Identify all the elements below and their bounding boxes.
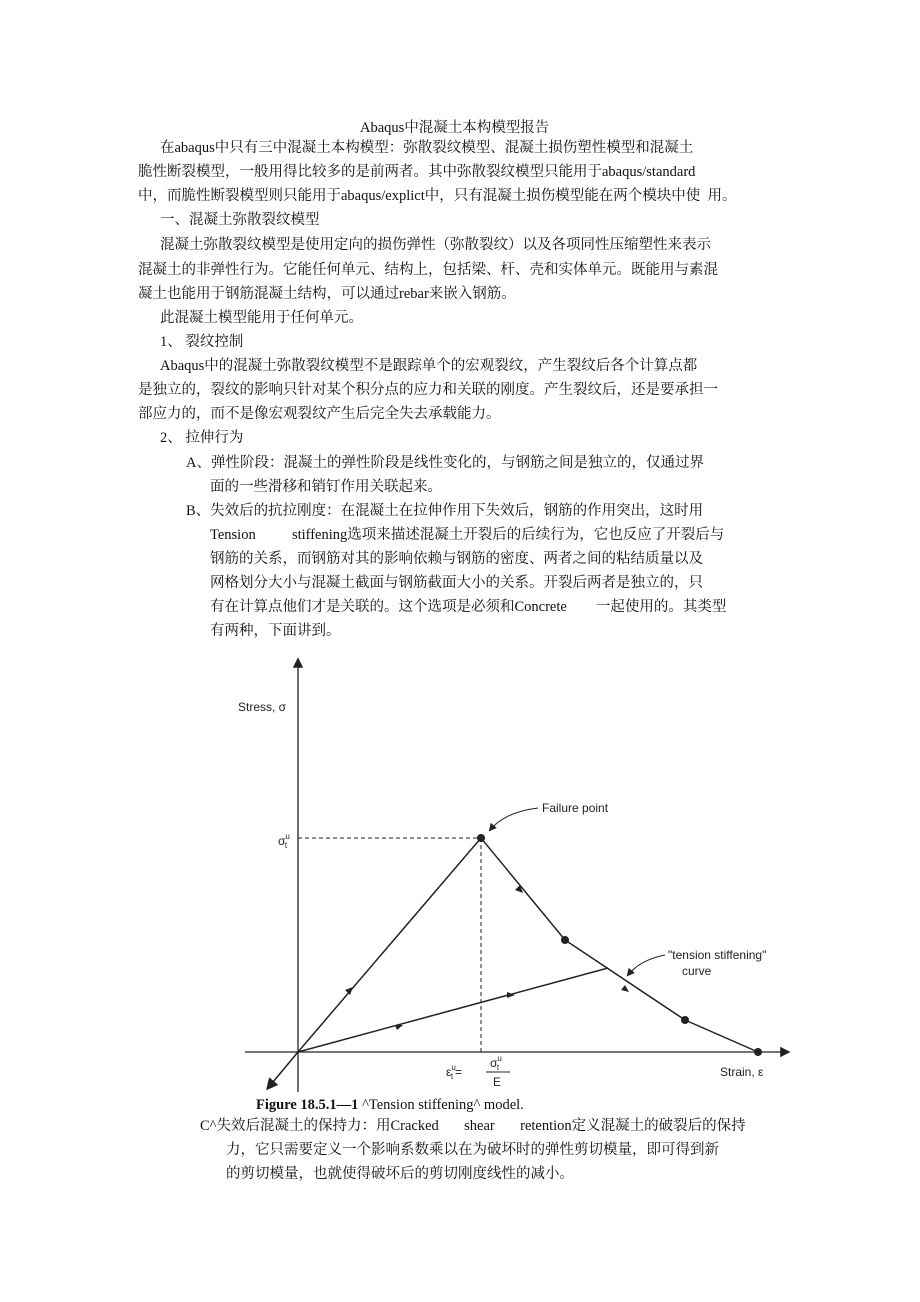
paragraph-line: 混凝土的非弹性行为。它能任何单元、结构上，包括梁、杆、壳和实体单元。既能用与素混 — [138, 262, 718, 278]
paragraph-line: 网格划分大小与混凝土截面与钢筋截面大小的关系。开裂后两者是独立的，只 — [210, 575, 703, 591]
doc-title: Abaqus中混凝土本构模型报告 — [360, 120, 550, 136]
stress-strain-curve — [298, 838, 758, 1052]
section-heading: 2、 拉伸行为 — [160, 430, 244, 446]
paragraph-line: Tension stiffening选项来描述混凝土开裂后的后续行为，它也反应了开裂后与 — [210, 527, 725, 543]
ts-label-1: "tension stiffening" — [668, 948, 767, 962]
paragraph-line: 在abaqus中只有三中混凝土本构模型：弥散裂纹模型、混凝土损伤塑性模型和混凝土 — [160, 140, 694, 156]
paragraph-line: 面的一些滑移和销钉作用关联起来。 — [210, 479, 442, 495]
unloading-line — [298, 968, 608, 1052]
paragraph-line: 的剪切模量，也就使得破坏后的剪切刚度线性的减小。 — [226, 1166, 574, 1182]
ts-label-2: curve — [682, 964, 712, 978]
paragraph-line: 是独立的，裂纹的影响只针对某个积分点的应力和关联的刚度。产生裂纹后，还是要承担一 — [138, 382, 718, 398]
sigma-tu: $\sigma^u$ t — [278, 832, 290, 850]
figure-caption: Figure 18.5.1—1 ^Tension stiffening^ model. — [256, 1097, 524, 1113]
paragraph-line: 力，它只需要定义一个影响系数乘以在为破坏时的弹性剪切模量，即可得到新 — [226, 1142, 719, 1158]
epsilon-tu: $\varepsilon^u$ t = — [446, 1063, 463, 1081]
paragraph-line: 此混凝土模型能用于任何单元。 — [160, 310, 363, 326]
paragraph-line: 有两种，下面讲到。 — [210, 623, 341, 639]
paragraph-line: 中，而脆性断裂模型则只能用于abaqus/explict中，只有混凝土损伤模型能在两个模块中使 用。 — [138, 188, 737, 204]
paragraph-line: Abaqus中的混凝土弥散裂纹模型不是跟踪单个的宏观裂纹，产生裂纹后各个计算点都 — [160, 358, 698, 374]
paragraph-line: 脆性断裂模型，一般用得比较多的是前两者。其中弥散裂纹模型只能用于abaqus/standard — [138, 164, 696, 180]
paragraph-line: 部应力的，而不是像宏观裂纹产生后完全失去承载能力。 — [138, 406, 501, 422]
y-axis-label: Stress, σ — [238, 700, 287, 714]
paragraph-line: C^失效后混凝土的保持力：用Cracked shear retention定义混凝土的破裂后的保持 — [200, 1118, 746, 1134]
paragraph-line: 凝土也能用于钢筋混凝土结构，可以通过rebar来嵌入钢筋。 — [138, 286, 516, 302]
section-heading: 1、 裂纹控制 — [160, 334, 244, 350]
failure-point-label: Failure point — [542, 801, 609, 815]
compression-arrow — [268, 1052, 298, 1088]
paragraph-line: 有在计算点他们才是关联的。这个选项是必须和Concrete 一起使用的。其类型 — [210, 599, 727, 615]
paragraph-line: 钢筋的关系，而钢筋对其的影响依赖与钢筋的密度、两者之间的粘结质量以及 — [210, 551, 703, 567]
x-axis-label: Strain, ε — [720, 1065, 764, 1079]
failure-pointer — [490, 808, 538, 830]
frac-den: E — [493, 1075, 502, 1089]
paragraph-line: B、失效后的抗拉刚度：在混凝土在拉伸作用下失效后，钢筋的作用突出，这时用 — [186, 503, 704, 519]
paragraph-line: A、弹性阶段：混凝土的弹性阶段是线性变化的，与钢筋之间是独立的，仅通过界 — [186, 455, 704, 471]
frac-num: $\sigma^u$ t — [490, 1054, 502, 1072]
ts-pointer — [628, 955, 665, 975]
section-heading: 一、混凝土弥散裂纹模型 — [160, 212, 320, 228]
paragraph-line: 混凝土弥散裂纹模型是使用定向的损伤弹性（弥散裂纹）以及各项同性压缩塑性来表示 — [160, 237, 711, 253]
